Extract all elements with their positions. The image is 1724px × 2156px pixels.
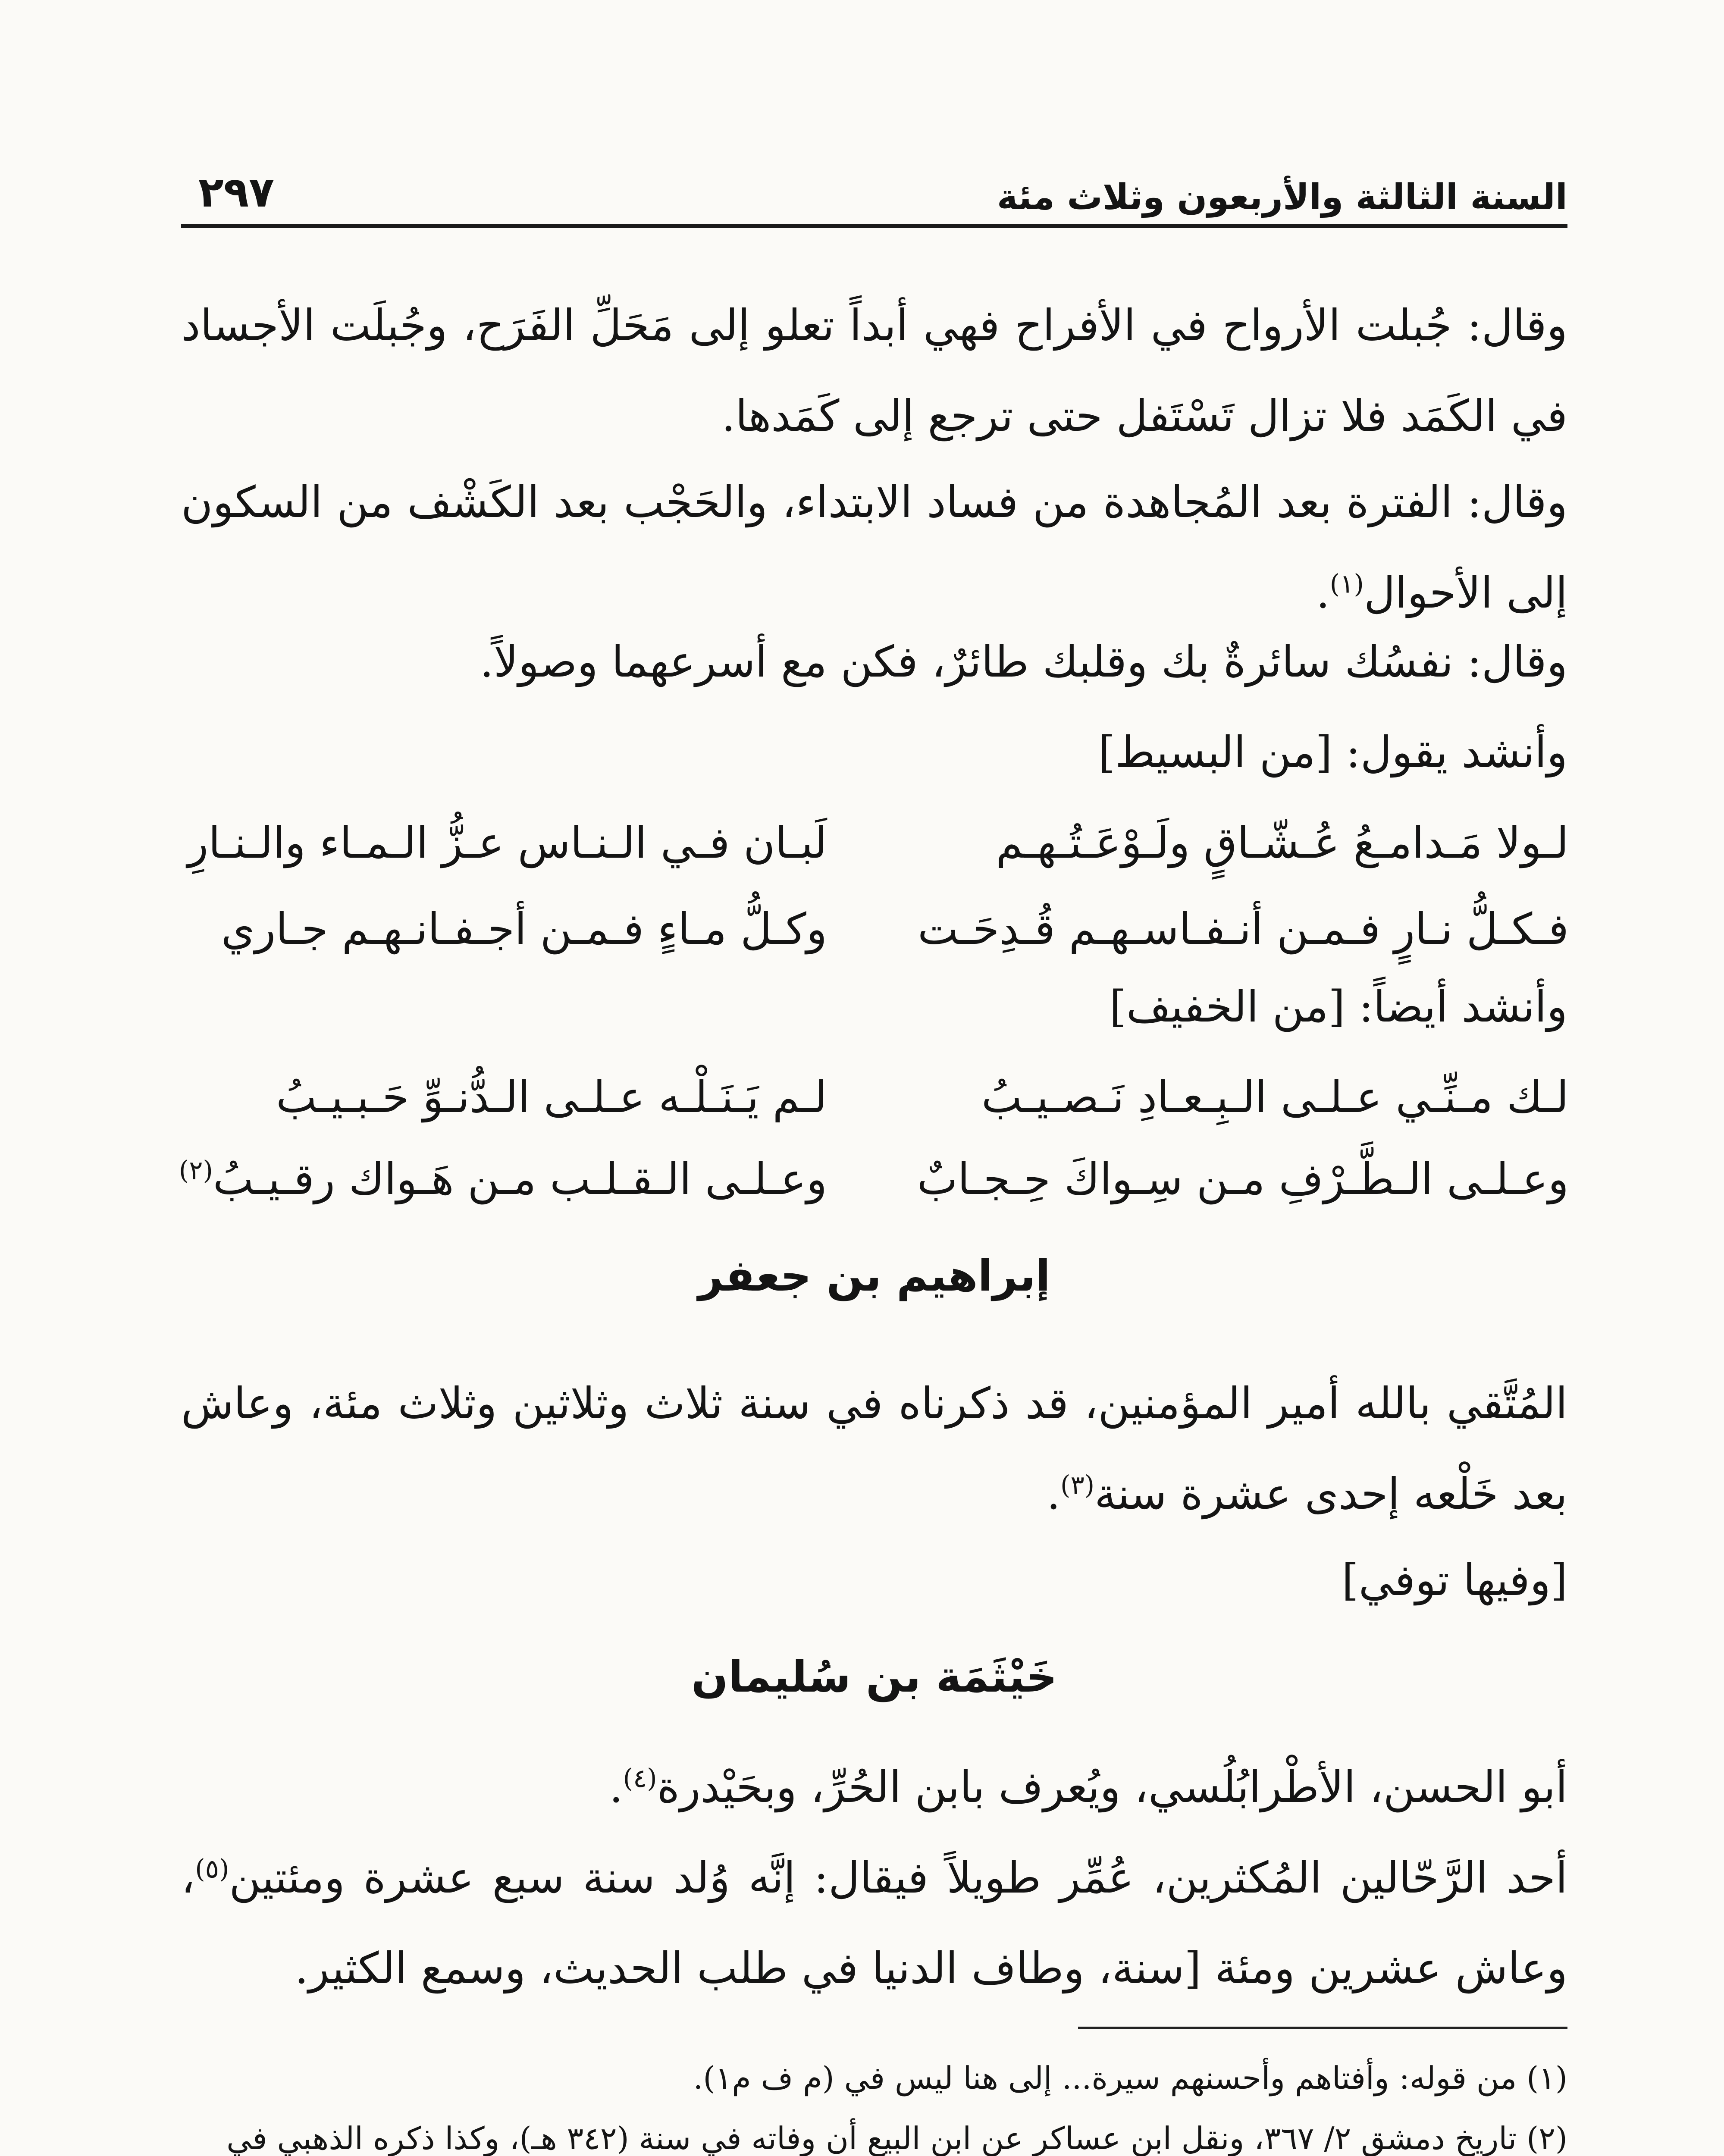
footnote-ref-4: (٤) [623,1763,657,1794]
footnote-ref-2: (٢) [179,1155,213,1186]
paragraph-5: [وفيها توفي] [1342,1555,1567,1605]
poem-1-line-1-second-hemistich: لَبـان فـي الـنـاس عـزُّ الـمـاء والـنـارِ [187,818,827,868]
paragraph-2-text: وقال: الفترة بعد المُجاهدة من فساد الابتداء، والحَجْب بعد الكَشْف من السكون إلى الأحوال [181,477,1567,618]
poem-1-line-2-first-hemistich: فـكـلُّ نـارٍ فـمـن أنـفـاسـهـم قُـدِحَـت [918,904,1569,954]
paragraph-7 [181,1833,1567,2014]
paragraph-4-text: المُتَّقي بالله أمير المؤمنين، قد ذكرناه في سنة ثلاث وثلاثين وثلاث مئة، وعاش بعد خَلْعه إحدى عشرة سنة [181,1378,1567,1519]
paragraph-2 [181,457,1567,638]
poem-1-line-2-second-hemistich: وكـلُّ مـاءٍ فـمـن أجـفـانـهـم جـاري [221,904,827,954]
poem-1-line-1-first-hemistich: لـولا مَـدامـعُ عُـشّـاقٍ ولَـوْعَـتُـهـم [996,818,1569,868]
poem-2-line-2-first-hemistich: وعـلـى الـطَّـرْفِ مـن سِـواكَ حِـجـابٌ [917,1154,1569,1204]
poem-2-line-1-second-hemistich: لـم يَـنَـلْـه عـلـى الـدُّنـوِّ حَـبـيـبُ [276,1072,827,1122]
paragraph-6-text: أبو الحسن، الأطْرابُلُسي، ويُعرف بابن الحُرِّ، وبحَيْدرة [657,1762,1567,1812]
poem-2-line-1-first-hemistich: لـك مـنِّـي عـلـى الـبِـعـادِ نَـصـيـبُ [981,1072,1569,1122]
poem-2-line-2-text: وعـلـى الـقـلـب مـن هَـواك رقـيـبُ [213,1154,827,1204]
poem-1-intro: وأنشد يقول: [من البسيط] [1098,727,1567,777]
footnote-divider [1078,2027,1567,2029]
footnote-ref-3: (٣) [1060,1470,1095,1501]
section-heading-ibrahim: إبراهيم بن جعفر [698,1250,1050,1301]
page-header [181,160,1567,228]
page-number: ٢٩٧ [198,168,274,216]
footnote-1: (١) من قوله: وأفتاهم وأحسنهم سيرة... إلى هنا ليس في (م ف م١). [693,2060,1567,2096]
paragraph-6-end: . [609,1762,623,1812]
section-heading-khaythama: خَيْثَمَة بن سُليمان [691,1651,1057,1702]
footnote-ref-5: (٥) [195,1854,229,1884]
paragraph-3: وقال: نفسُك سائرةٌ بك وقلبك طائرٌ، فكن مع أسرعهما وصولاً. [480,636,1567,687]
footnote-2: (٢) تاريخ دمشق ٢/ ٣٦٧، ونقل ابن عساكر عن ابن البيع أن وفاته في سنة (٣٤٢ هـ)، وكذا ذكره الذهبي في [226,2120,1567,2156]
paragraph-6 [181,1742,1567,1833]
paragraph-4-end: . [1047,1469,1061,1519]
paragraph-4 [181,1358,1567,1539]
poem-2-intro: وأنشد أيضاً: [من الخفيف] [1109,981,1567,1032]
footnote-ref-1: (١) [1329,569,1364,599]
paragraph-7-text-b: ، وعاش عشرين ومئة [سنة، وطاف الدنيا في طلب الحديث، وسمع الكثير. [181,1852,1567,1993]
poem-2-line-2-second-hemistich [179,1147,827,1212]
paragraph-2-end: . [1316,567,1330,618]
running-title: السنة الثالثة والأربعون وثلاث مئة [997,177,1567,218]
paragraph-1: وقال: جُبلت الأرواح في الأفراح فهي أبداً تعلو إلى مَحَلِّ الفَرَح، وجُبلَت الأجساد في الكَمَد فلا تزال تَسْتَفل حتى ترجع إلى كَمَدها. [181,300,1567,441]
paragraph-7-text-a: أحد الرَّحّالين المُكثرين، عُمِّر طويلاً فيقال: إنَّه وُلد سنة سبع عشرة ومئتين [229,1852,1567,1903]
